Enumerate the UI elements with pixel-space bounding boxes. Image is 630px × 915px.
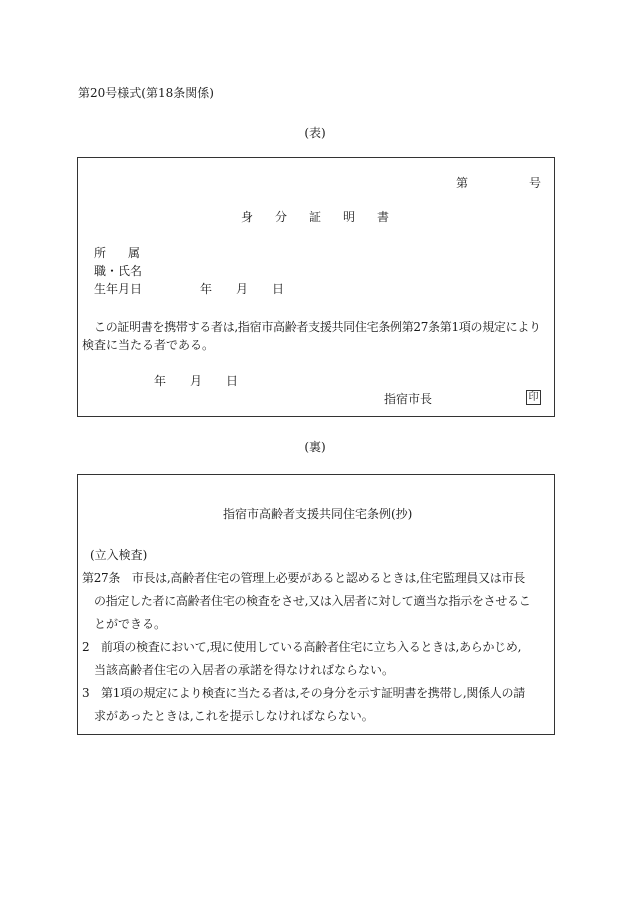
- affiliation-label-char-1: 所: [94, 246, 107, 260]
- issue-year-unit: 年: [154, 374, 167, 388]
- seal-mark: 印: [526, 390, 541, 405]
- paragraph-3-line-2: 求があったときは,これを提示しなければならない。: [94, 709, 374, 723]
- birthdate-day-unit: 日: [272, 282, 285, 296]
- ordinance-title: 指宿市高齢者支援共同住宅条例(抄): [223, 507, 413, 521]
- position-name-label: 職・氏名: [94, 264, 143, 278]
- title-char-1: 身: [241, 210, 254, 224]
- issue-day-unit: 日: [226, 374, 239, 388]
- paragraph-2-line-2: 当該高齢者住宅の入居者の承諾を得なければならない。: [94, 663, 395, 677]
- issuer-mayor: 指宿市長: [384, 392, 433, 406]
- title-char-4: 明: [343, 210, 356, 224]
- title-char-2: 分: [275, 210, 288, 224]
- form-number: 第20号様式(第18条関係): [78, 86, 214, 100]
- article-27-line-1: 第27条 市長は,高齢者住宅の管理上必要があると認めるときは,住宅監理員又は市長: [82, 571, 525, 585]
- issue-month-unit: 月: [190, 374, 203, 388]
- title-char-5: 書: [377, 210, 390, 224]
- front-side-label: (表): [304, 126, 326, 140]
- paragraph-3-line-1: 3 第1項の規定により検査に当たる者は,その身分を示す証明書を携帯し,関係人の請: [82, 686, 525, 700]
- number-prefix: 第: [456, 176, 469, 190]
- number-suffix: 号: [529, 176, 542, 190]
- birthdate-month-unit: 月: [236, 282, 249, 296]
- title-char-3: 証: [309, 210, 322, 224]
- birthdate-year-unit: 年: [200, 282, 213, 296]
- id-card-front: [77, 157, 555, 417]
- article-27-line-2: の指定した者に高齢者住宅の検査をさせ,又は入居者に対して適当な指示をさせるこ: [94, 594, 531, 608]
- article-27-line-3: とができる。: [94, 617, 167, 631]
- statement-line-2: 検査に当たる者である。: [82, 338, 215, 352]
- paragraph-2-line-1: 2 前項の検査において,現に使用している高齢者住宅に立ち入るときは,あらかじめ,: [82, 640, 522, 654]
- affiliation-label-char-2: 属: [128, 246, 141, 260]
- birthdate-label: 生年月日: [94, 282, 143, 296]
- statement-line-1: この証明書を携帯する者は,指宿市高齢者支援共同住宅条例第27条第1項の規定により: [94, 320, 541, 334]
- back-side-label: (裏): [304, 440, 326, 454]
- id-card-back: [77, 474, 555, 735]
- section-caption: (立入検査): [90, 548, 148, 562]
